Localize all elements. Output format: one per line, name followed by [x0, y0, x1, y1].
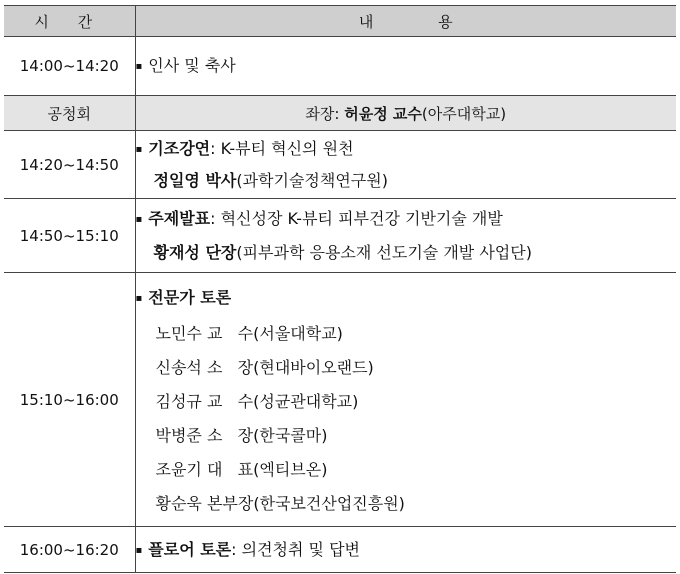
content-cell [135, 273, 676, 527]
content-cell [135, 37, 676, 96]
session-title: 주제발표 [148, 208, 211, 228]
session-topic: 혁신성장 K-뷰티 피부건강 기반기술 개발 [215, 208, 503, 228]
header-row [4, 6, 676, 37]
session-colon: : [210, 138, 216, 158]
panelist-entry: 노민수 교 수(서울대학교) [155, 323, 343, 343]
content-column-header: 내 용 [135, 6, 676, 37]
session-colon: : [231, 539, 237, 559]
schedule-row-keynote [4, 131, 676, 199]
program-schedule-table [4, 5, 676, 573]
session-title: 전문가 토론 [148, 287, 232, 307]
bullet-icon: ▪ [135, 292, 143, 304]
session-colon: : [210, 208, 216, 228]
speaker-name: 정일영 박사 [153, 170, 237, 190]
content-cell [135, 199, 676, 273]
time-cell: 15:10~16:00 [4, 273, 135, 527]
bullet-icon: ▪ [135, 544, 143, 556]
section-label: 공청회 [4, 96, 135, 131]
session-topic: K-뷰티 혁신의 원천 [215, 138, 354, 158]
session-title: 플로어 토론 [148, 539, 232, 559]
bullet-icon: ▪ [135, 213, 143, 225]
panelist-entry: 김성규 교 수(성균관대학교) [155, 391, 359, 411]
time-cell: 14:50~15:10 [4, 199, 135, 273]
time-cell: 14:00~14:20 [4, 37, 135, 96]
session-topic: 의견청취 및 답변 [236, 539, 360, 559]
schedule-row-floor [4, 527, 676, 573]
session-text: 인사 및 축사 [148, 56, 236, 75]
section-row-forum [4, 96, 676, 131]
bullet-icon: ▪ [135, 61, 143, 72]
schedule-row-presentation [4, 199, 676, 273]
schedule-row-panel [4, 273, 676, 527]
panelist-entry: 박병준 소 장(한국콜마) [155, 425, 328, 445]
chair-affiliation: (아주대학교) [421, 104, 507, 123]
panelist-entry: 신송석 소 장(현대바이오랜드) [155, 357, 374, 377]
speaker-affiliation: (피부과학 응용소재 선도기술 개발 사업단) [236, 242, 532, 262]
content-cell [135, 131, 676, 199]
time-cell: 16:00~16:20 [4, 527, 135, 573]
schedule-row-greeting [4, 37, 676, 96]
speaker-affiliation: (과학기술정책연구원) [236, 170, 388, 190]
chair-cell [135, 96, 676, 131]
content-cell [135, 527, 676, 573]
chair-label: 좌장: [305, 104, 340, 123]
time-cell: 14:20~14:50 [4, 131, 135, 199]
speaker-name: 황재성 단장 [153, 242, 237, 262]
session-title: 기조강연 [148, 138, 211, 158]
panelist-entry: 조윤기 대 표(엑티브온) [155, 459, 328, 479]
time-column-header: 시 간 [4, 6, 135, 37]
chair-name: 허윤정 교수 [344, 104, 422, 123]
bullet-icon: ▪ [135, 143, 143, 155]
panelist-entry: 황순욱 본부장(한국보건산업진흥원) [155, 493, 405, 513]
